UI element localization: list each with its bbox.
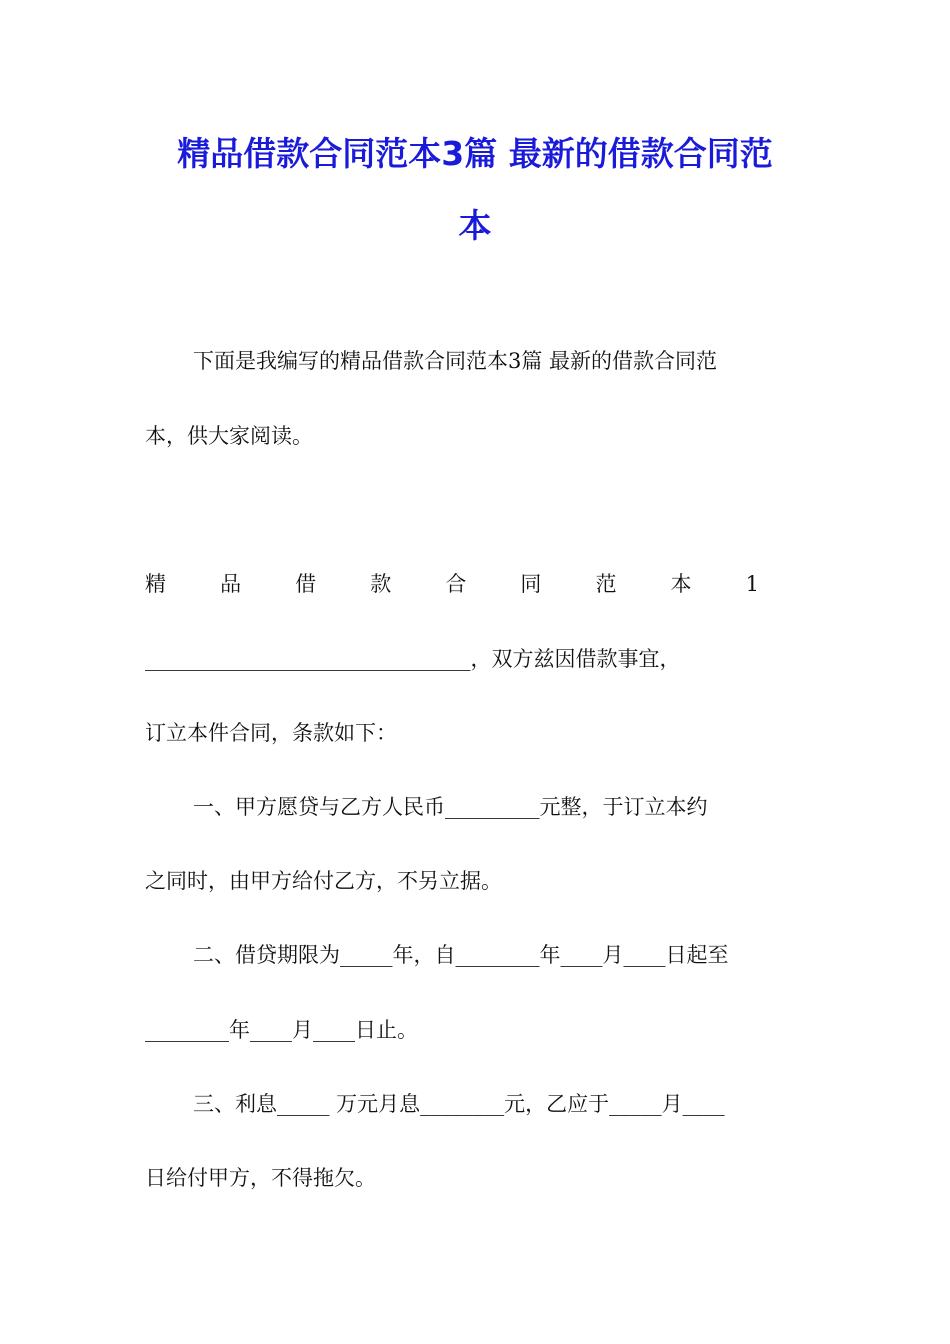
intro-line-1: 下面是我编写的精品借款合同范本3篇 最新的借款合同范 [193,349,718,373]
heading-char: 款 [370,572,392,596]
section-1-line-7: 三、利息_____ 万元月息________元，乙应于_____月____ [193,1092,725,1116]
heading-char: 合 [445,572,467,596]
heading-char: 范 [595,572,617,596]
section-1-line-5: 二、借贷期限为_____年，自________年____月____日起至 [193,943,729,967]
section-1-line-6: ________年____月____日止。 [145,1018,418,1042]
heading-char: 本 [670,572,692,596]
document-title-line-1: 精品借款合同范本3篇 最新的借款合同范 [177,134,773,173]
heading-char: 品 [220,572,242,596]
section-1-heading [145,569,805,599]
section-1-line-8: 日给付甲方，不得拖欠。 [145,1166,376,1190]
heading-char: 同 [520,572,542,596]
heading-char: 借 [295,572,317,596]
section-1-line-2: 订立本件合同，条款如下： [145,721,397,745]
heading-char: 1 [745,572,759,596]
section-1-line-4: 之同时，由甲方给付乙方，不另立据。 [145,869,502,893]
document-title-line-2: 本 [458,206,492,245]
section-1-line-3: 一、甲方愿贷与乙方人民币_________元整，于订立本约 [193,795,708,819]
heading-char: 精 [145,572,166,596]
section-1-line-1: _______________________________，双方兹因借款事宜， [145,647,681,671]
intro-line-2: 本，供大家阅读。 [145,424,313,448]
